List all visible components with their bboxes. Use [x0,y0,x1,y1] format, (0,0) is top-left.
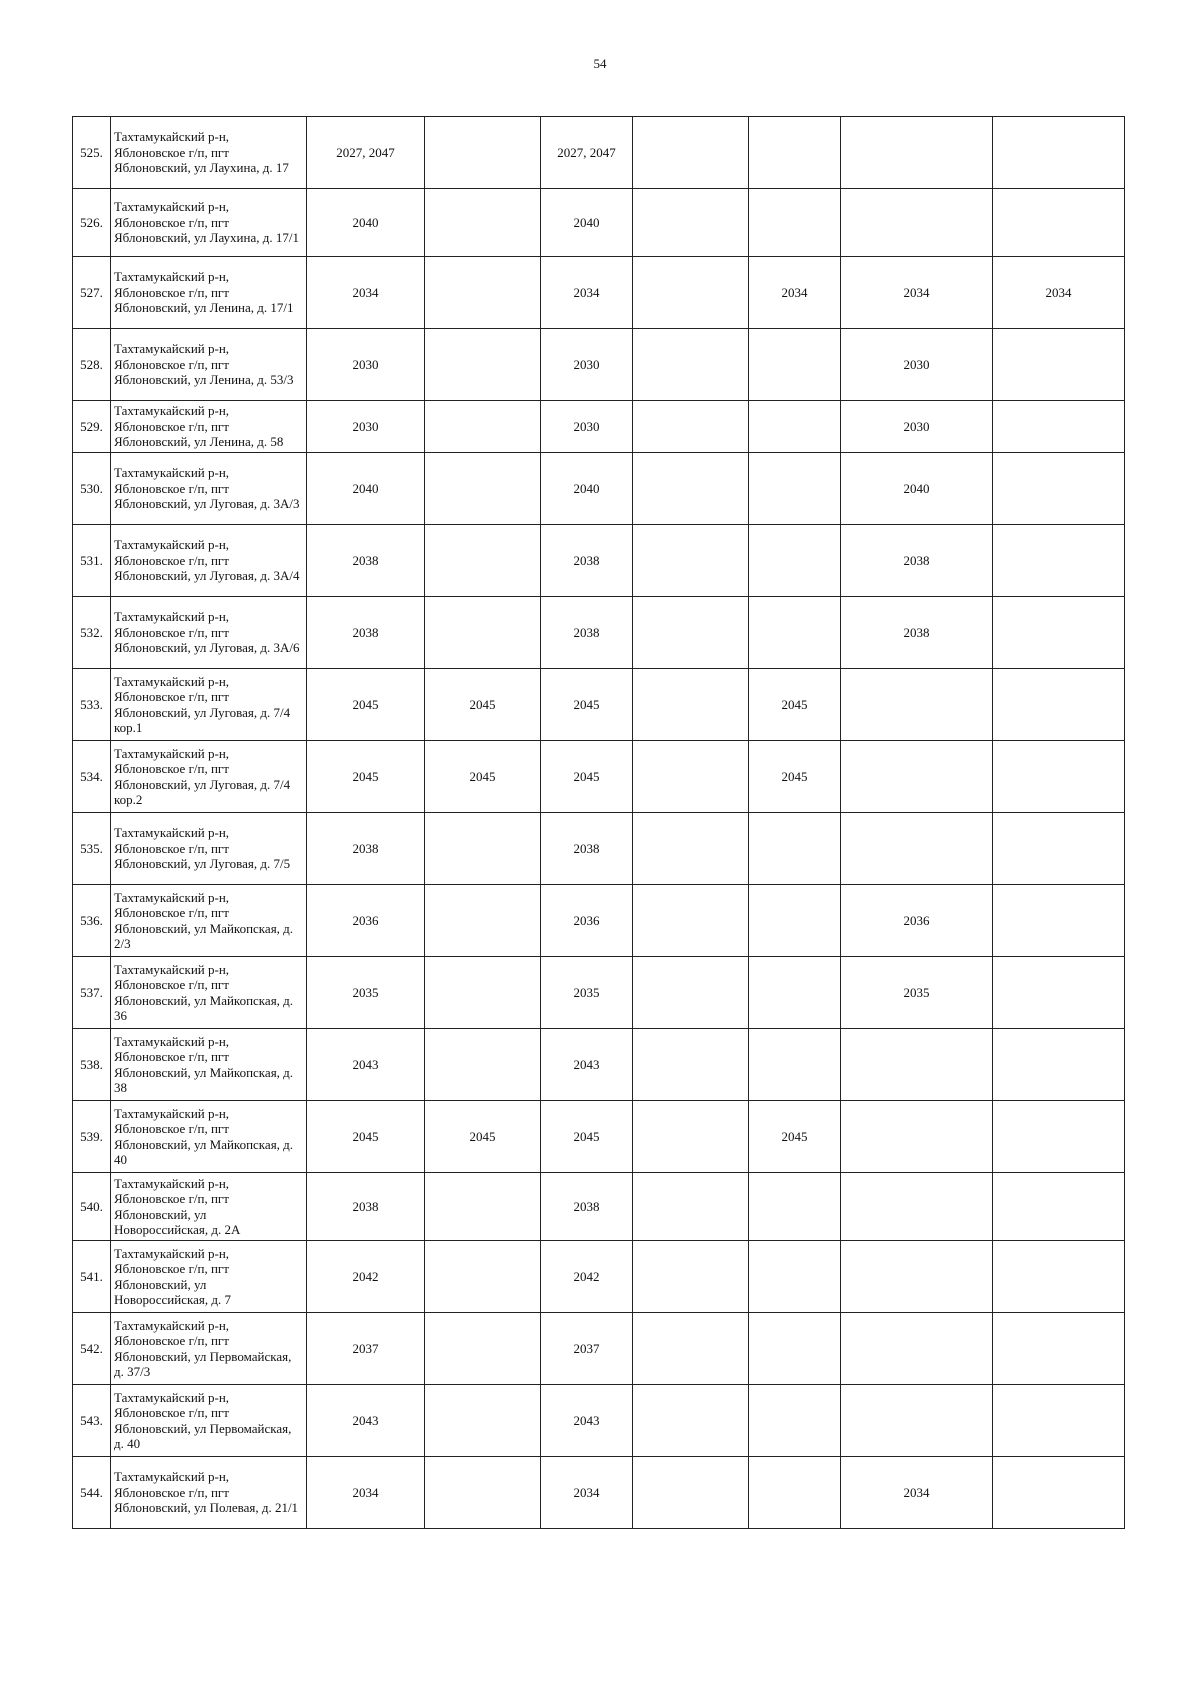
year-cell-c7 [993,189,1125,257]
year-cell-c7 [993,453,1125,525]
table-row [73,1457,1125,1529]
address-cell: Тахтамукайский р-н, Яблоновское г/п, пгт Яблоновский, ул Первомайская, д. 37/3 [111,1313,307,1385]
year-cell-c7 [993,329,1125,401]
year-cell-c1: 2035 [307,957,425,1029]
year-cell-c5 [749,525,841,597]
year-cell-c5 [749,1313,841,1385]
year-cell-c5: 2045 [749,669,841,741]
year-cell-c4 [633,1173,749,1241]
year-cell-c7 [993,1241,1125,1313]
year-cell-c7 [993,741,1125,813]
address-cell: Тахтамукайский р-н, Яблоновское г/п, пгт Яблоновский, ул Луговая, д. 7/4 кор.2 [111,741,307,813]
year-cell-c5 [749,1457,841,1529]
address-cell: Тахтамукайский р-н, Яблоновское г/п, пгт Яблоновский, ул Лаухина, д. 17 [111,117,307,189]
address-cell: Тахтамукайский р-н, Яблоновское г/п, пгт Яблоновский, ул Новороссийская, д. 7 [111,1241,307,1313]
year-cell-c7 [993,597,1125,669]
row-number: 527. [73,257,111,329]
year-cell-c4 [633,525,749,597]
table-row [73,329,1125,401]
year-cell-c3: 2038 [541,525,633,597]
year-cell-c3: 2045 [541,1101,633,1173]
year-cell-c6 [841,1173,993,1241]
year-cell-c4 [633,957,749,1029]
year-cell-c5: 2034 [749,257,841,329]
year-cell-c1: 2042 [307,1241,425,1313]
row-number: 540. [73,1173,111,1241]
row-number: 529. [73,401,111,453]
year-cell-c1: 2045 [307,669,425,741]
address-cell: Тахтамукайский р-н, Яблоновское г/п, пгт Яблоновский, ул Ленина, д. 53/3 [111,329,307,401]
row-number: 538. [73,1029,111,1101]
table-row [73,525,1125,597]
year-cell-c3: 2045 [541,741,633,813]
year-cell-c2 [425,957,541,1029]
table-row [73,1241,1125,1313]
year-cell-c5 [749,1173,841,1241]
year-cell-c4 [633,257,749,329]
year-cell-c4 [633,189,749,257]
year-cell-c1: 2038 [307,597,425,669]
year-cell-c6 [841,813,993,885]
table-row [73,597,1125,669]
year-cell-c1: 2040 [307,453,425,525]
row-number: 539. [73,1101,111,1173]
year-cell-c7 [993,669,1125,741]
address-cell: Тахтамукайский р-н, Яблоновское г/п, пгт Яблоновский, ул Ленина, д. 58 [111,401,307,453]
row-number: 544. [73,1457,111,1529]
address-cell: Тахтамукайский р-н, Яблоновское г/п, пгт Яблоновский, ул Луговая, д. 3А/6 [111,597,307,669]
address-cell: Тахтамукайский р-н, Яблоновское г/п, пгт Яблоновский, ул Майкопская, д. 36 [111,957,307,1029]
row-number: 532. [73,597,111,669]
year-cell-c4 [633,1385,749,1457]
year-cell-c6: 2034 [841,257,993,329]
year-cell-c2 [425,1457,541,1529]
table-row [73,117,1125,189]
year-cell-c1: 2037 [307,1313,425,1385]
year-cell-c3: 2045 [541,669,633,741]
row-number: 543. [73,1385,111,1457]
year-cell-c5 [749,189,841,257]
address-cell: Тахтамукайский р-н, Яблоновское г/п, пгт Яблоновский, ул Майкопская, д. 38 [111,1029,307,1101]
year-cell-c2 [425,525,541,597]
year-cell-c3: 2034 [541,257,633,329]
year-cell-c3: 2043 [541,1385,633,1457]
table-row [73,257,1125,329]
row-number: 542. [73,1313,111,1385]
year-cell-c1: 2030 [307,329,425,401]
year-cell-c5 [749,597,841,669]
year-cell-c1: 2043 [307,1029,425,1101]
year-cell-c7 [993,957,1125,1029]
year-cell-c6: 2038 [841,597,993,669]
year-cell-c5 [749,1241,841,1313]
year-cell-c2: 2045 [425,741,541,813]
year-cell-c1: 2030 [307,401,425,453]
row-number: 531. [73,525,111,597]
year-cell-c4 [633,669,749,741]
year-cell-c3: 2038 [541,1173,633,1241]
year-cell-c4 [633,813,749,885]
table-row [73,453,1125,525]
year-cell-c4 [633,453,749,525]
row-number: 533. [73,669,111,741]
year-cell-c1: 2036 [307,885,425,957]
row-number: 530. [73,453,111,525]
year-cell-c4 [633,1029,749,1101]
year-cell-c4 [633,329,749,401]
year-cell-c7 [993,1029,1125,1101]
year-cell-c3: 2035 [541,957,633,1029]
year-cell-c7 [993,401,1125,453]
year-cell-c2 [425,1313,541,1385]
year-cell-c6: 2030 [841,401,993,453]
year-cell-c1: 2038 [307,1173,425,1241]
year-cell-c4 [633,597,749,669]
year-cell-c6: 2035 [841,957,993,1029]
year-cell-c6 [841,1029,993,1101]
year-cell-c5 [749,957,841,1029]
year-cell-c4 [633,1101,749,1173]
year-cell-c7 [993,525,1125,597]
year-cell-c2: 2045 [425,669,541,741]
year-cell-c6: 2038 [841,525,993,597]
year-cell-c4 [633,117,749,189]
year-cell-c2 [425,1385,541,1457]
row-number: 528. [73,329,111,401]
year-cell-c3: 2037 [541,1313,633,1385]
address-cell: Тахтамукайский р-н, Яблоновское г/п, пгт Яблоновский, ул Новороссийская, д. 2А [111,1173,307,1241]
year-cell-c3: 2040 [541,189,633,257]
row-number: 541. [73,1241,111,1313]
year-cell-c3: 2038 [541,597,633,669]
year-cell-c3: 2030 [541,401,633,453]
table-row [73,1101,1125,1173]
year-cell-c1: 2027, 2047 [307,117,425,189]
year-cell-c5: 2045 [749,1101,841,1173]
year-cell-c7: 2034 [993,257,1125,329]
row-number: 526. [73,189,111,257]
row-number: 535. [73,813,111,885]
year-cell-c3: 2042 [541,1241,633,1313]
year-cell-c6: 2040 [841,453,993,525]
year-cell-c6: 2034 [841,1457,993,1529]
year-cell-c2 [425,813,541,885]
table-row [73,1173,1125,1241]
table-row [73,957,1125,1029]
row-number: 534. [73,741,111,813]
address-cell: Тахтамукайский р-н, Яблоновское г/п, пгт Яблоновский, ул Луговая, д. 7/5 [111,813,307,885]
year-cell-c4 [633,401,749,453]
year-cell-c7 [993,1173,1125,1241]
row-number: 525. [73,117,111,189]
row-number: 536. [73,885,111,957]
year-cell-c7 [993,1101,1125,1173]
year-cell-c4 [633,1457,749,1529]
year-cell-c2: 2045 [425,1101,541,1173]
year-cell-c6 [841,117,993,189]
year-cell-c2 [425,597,541,669]
year-cell-c4 [633,1241,749,1313]
year-cell-c6 [841,189,993,257]
address-cell: Тахтамукайский р-н, Яблоновское г/п, пгт Яблоновский, ул Луговая, д. 3А/4 [111,525,307,597]
year-cell-c6 [841,1313,993,1385]
page-number: 54 [593,56,607,71]
year-cell-c2 [425,885,541,957]
year-cell-c6 [841,741,993,813]
table-row [73,813,1125,885]
year-cell-c2 [425,1241,541,1313]
year-cell-c3: 2038 [541,813,633,885]
year-cell-c5 [749,453,841,525]
schedule-table [72,116,1125,1529]
table-row [73,189,1125,257]
table-row [73,1029,1125,1101]
address-cell: Тахтамукайский р-н, Яблоновское г/п, пгт Яблоновский, ул Луговая, д. 7/4 кор.1 [111,669,307,741]
table-row [73,401,1125,453]
year-cell-c1: 2040 [307,189,425,257]
year-cell-c5: 2045 [749,741,841,813]
year-cell-c7 [993,1457,1125,1529]
year-cell-c3: 2043 [541,1029,633,1101]
year-cell-c6: 2030 [841,329,993,401]
year-cell-c5 [749,329,841,401]
year-cell-c3: 2040 [541,453,633,525]
year-cell-c3: 2030 [541,329,633,401]
year-cell-c7 [993,1385,1125,1457]
address-cell: Тахтамукайский р-н, Яблоновское г/п, пгт Яблоновский, ул Луговая, д. 3А/3 [111,453,307,525]
year-cell-c2 [425,189,541,257]
year-cell-c4 [633,741,749,813]
year-cell-c5 [749,885,841,957]
year-cell-c2 [425,401,541,453]
table-row [73,1385,1125,1457]
year-cell-c3: 2034 [541,1457,633,1529]
year-cell-c1: 2043 [307,1385,425,1457]
address-cell: Тахтамукайский р-н, Яблоновское г/п, пгт Яблоновский, ул Майкопская, д. 2/3 [111,885,307,957]
year-cell-c2 [425,329,541,401]
year-cell-c3: 2036 [541,885,633,957]
year-cell-c7 [993,813,1125,885]
table-row [73,741,1125,813]
address-cell: Тахтамукайский р-н, Яблоновское г/п, пгт Яблоновский, ул Полевая, д. 21/1 [111,1457,307,1529]
year-cell-c6: 2036 [841,885,993,957]
year-cell-c2 [425,257,541,329]
year-cell-c2 [425,453,541,525]
address-cell: Тахтамукайский р-н, Яблоновское г/п, пгт Яблоновский, ул Майкопская, д. 40 [111,1101,307,1173]
year-cell-c6 [841,1101,993,1173]
year-cell-c2 [425,1173,541,1241]
year-cell-c5 [749,117,841,189]
year-cell-c5 [749,1029,841,1101]
year-cell-c1: 2045 [307,1101,425,1173]
year-cell-c3: 2027, 2047 [541,117,633,189]
year-cell-c2 [425,1029,541,1101]
year-cell-c4 [633,885,749,957]
year-cell-c6 [841,1241,993,1313]
year-cell-c1: 2038 [307,525,425,597]
year-cell-c1: 2038 [307,813,425,885]
address-cell: Тахтамукайский р-н, Яблоновское г/п, пгт Яблоновский, ул Лаухина, д. 17/1 [111,189,307,257]
year-cell-c1: 2034 [307,257,425,329]
table-body [73,117,1125,1529]
table-row [73,885,1125,957]
year-cell-c4 [633,1313,749,1385]
year-cell-c5 [749,401,841,453]
address-cell: Тахтамукайский р-н, Яблоновское г/п, пгт Яблоновский, ул Ленина, д. 17/1 [111,257,307,329]
year-cell-c6 [841,669,993,741]
row-number: 537. [73,957,111,1029]
year-cell-c5 [749,1385,841,1457]
year-cell-c5 [749,813,841,885]
year-cell-c6 [841,1385,993,1457]
table-row [73,1313,1125,1385]
year-cell-c1: 2045 [307,741,425,813]
year-cell-c7 [993,885,1125,957]
year-cell-c7 [993,1313,1125,1385]
year-cell-c7 [993,117,1125,189]
table-row [73,669,1125,741]
address-cell: Тахтамукайский р-н, Яблоновское г/п, пгт Яблоновский, ул Первомайская, д. 40 [111,1385,307,1457]
year-cell-c2 [425,117,541,189]
year-cell-c1: 2034 [307,1457,425,1529]
